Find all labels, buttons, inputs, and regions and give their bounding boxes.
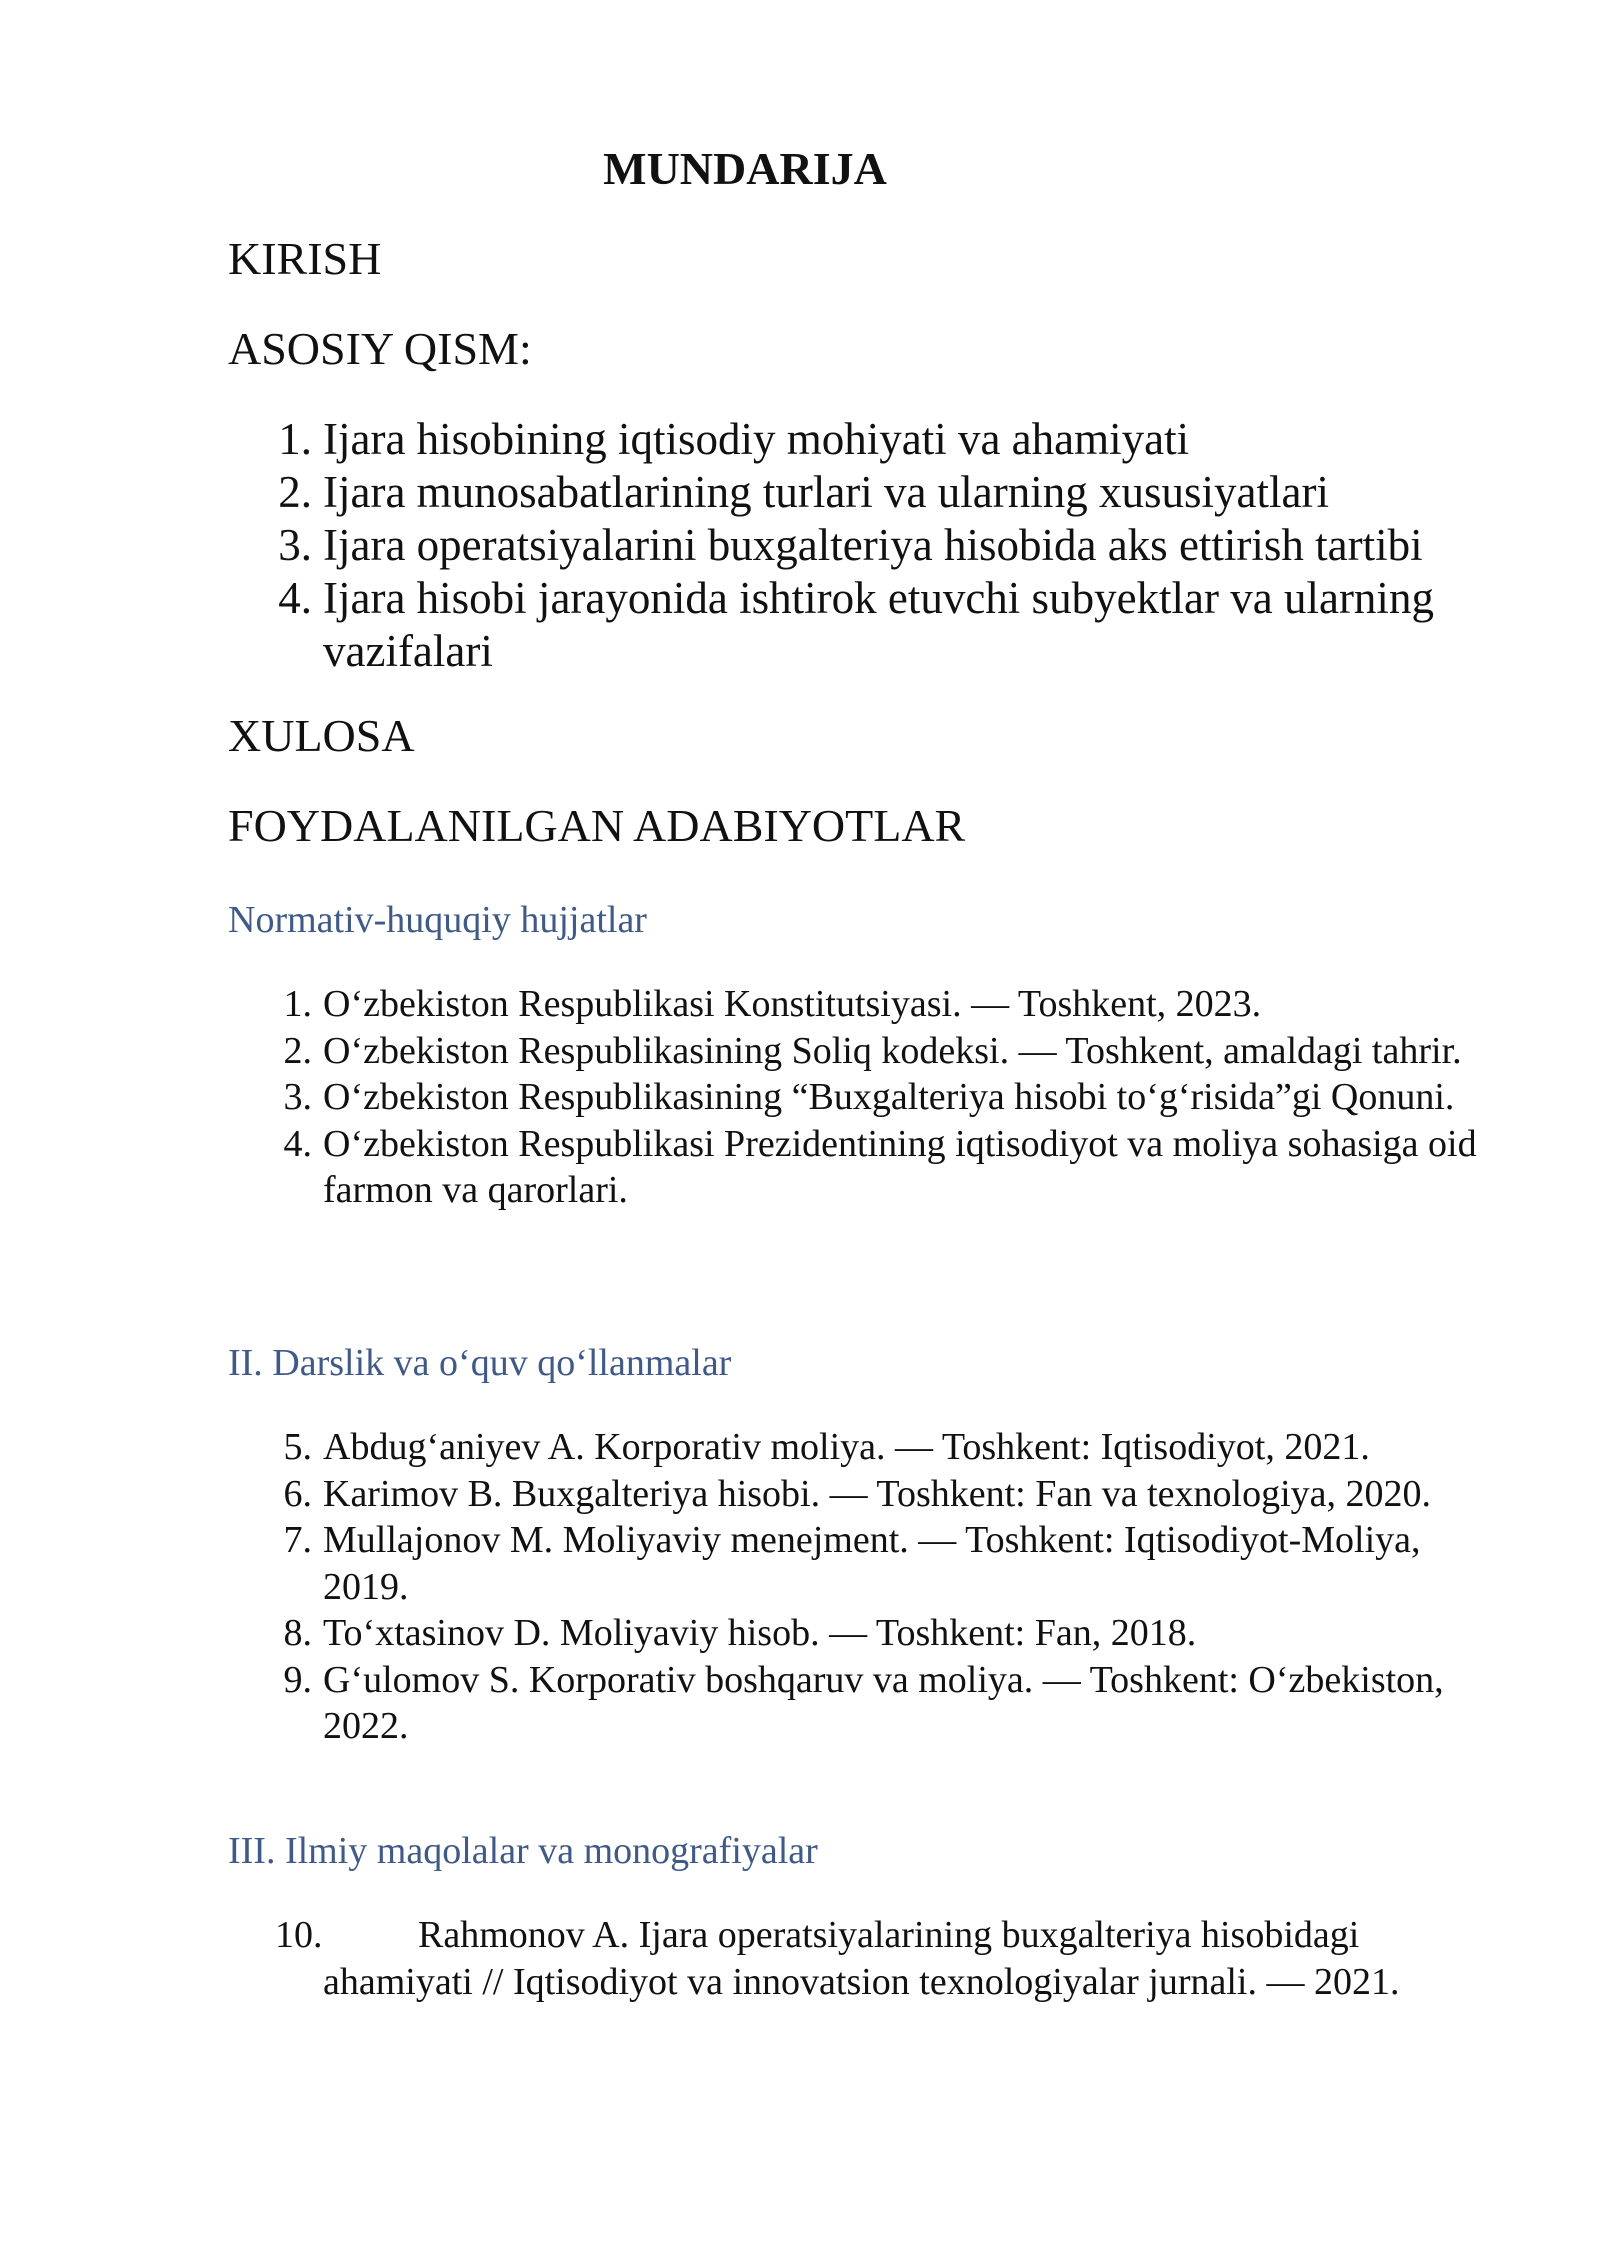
list-number: 7. [283, 1519, 312, 1561]
reference-text: Mullajonov M. Moliyaviy menejment. — Toshkent: Iqtisodiyot-Moliya, 2019. [323, 1519, 1421, 1608]
contents-list [0, 413, 1483, 678]
list-number: 2. [283, 1029, 312, 1072]
list-number: 3. [283, 1076, 312, 1118]
contents-item [0, 519, 1483, 572]
list-number: 2. [278, 467, 312, 517]
reference-item [0, 1424, 1483, 1471]
page-title: MUNDARIJA [603, 143, 887, 194]
reference-item [0, 1028, 1483, 1075]
reference-item [0, 1657, 1483, 1750]
list-number: 5. [283, 1426, 312, 1468]
contents-item [0, 466, 1483, 519]
contents-item [0, 413, 1483, 466]
reference-text: O‘zbekiston Respublikasi Prezidentining iqtisodiyot va moliya sohasiga oid farmon va qarorlari. [323, 1122, 1477, 1211]
list-number: 8. [283, 1612, 312, 1654]
contents-item [0, 572, 1483, 678]
reference-text: Rahmonov A. Ijara operatsiyalarining buxgalteriya hisobidagi ahamiyati // Iqtisodiyot va innovatsion texnologiyalar jurnali. — 2021. [323, 1914, 1400, 2003]
section-title-darslik: II. Darslik va o‘quv qo‘llanmalar [228, 1342, 732, 1384]
list-number: 6. [283, 1472, 312, 1515]
contents-item-text: Ijara munosabatlarining turlari va ularning xususiyatlari [323, 467, 1329, 517]
list-number: 1. [283, 983, 312, 1025]
list-number: 10. [275, 1914, 323, 1956]
reference-item [0, 1912, 1483, 2005]
reference-item [0, 1471, 1483, 1518]
reference-item [0, 1610, 1483, 1657]
reference-text: Karimov B. Buxgalteriya hisobi. — Toshkent: Fan va texnologiya, 2020. [323, 1472, 1432, 1515]
references-list-normativ [0, 981, 1483, 1214]
heading-xulosa: XULOSA [228, 710, 415, 761]
heading-asosiy-qism: ASOSIY QISM: [228, 323, 532, 374]
references-list-ilmiy [0, 1912, 1483, 2005]
reference-item [0, 1517, 1483, 1610]
heading-references: FOYDALANILGAN ADABIYOTLAR [228, 800, 966, 851]
contents-item-text: Ijara hisobi jarayonida ishtirok etuvchi subyektlar va ularning vazifalari [323, 573, 1434, 676]
list-number: 4. [278, 573, 312, 623]
list-number: 4. [283, 1122, 312, 1165]
reference-text: Abdug‘aniyev A. Korporativ moliya. — Toshkent: Iqtisodiyot, 2021. [323, 1426, 1370, 1468]
reference-text: To‘xtasinov D. Moliyaviy hisob. — Toshkent: Fan, 2018. [323, 1612, 1197, 1654]
section-title-normativ: Normativ-huquqiy hujjatlar [228, 899, 647, 941]
reference-text: O‘zbekiston Respublikasi Konstitutsiyasi. — Toshkent, 2023. [323, 983, 1262, 1025]
list-number: 9. [283, 1658, 312, 1701]
contents-item-text: Ijara operatsiyalarini buxgalteriya hisobida aks ettirish tartibi [323, 520, 1423, 570]
list-number: 3. [278, 520, 312, 570]
reference-text: O‘zbekiston Respublikasining “Buxgalteriya hisobi to‘g‘risida”gi Qonuni. [323, 1076, 1455, 1118]
contents-item-text: Ijara hisobining iqtisodiy mohiyati va ahamiyati [323, 414, 1190, 464]
heading-kirish: KIRISH [228, 233, 382, 284]
reference-item [0, 1074, 1483, 1121]
references-list-darslik [0, 1424, 1483, 1750]
section-title-ilmiy: III. Ilmiy maqolalar va monografiyalar [228, 1830, 818, 1872]
reference-text: G‘ulomov S. Korporativ boshqaruv va moliya. — Toshkent: O‘zbekiston, 2022. [323, 1658, 1444, 1747]
reference-text: O‘zbekiston Respublikasining Soliq kodeksi. — Toshkent, amaldagi tahrir. [323, 1029, 1462, 1072]
reference-item [0, 1121, 1483, 1214]
reference-item [0, 981, 1483, 1028]
list-number: 1. [278, 414, 312, 464]
